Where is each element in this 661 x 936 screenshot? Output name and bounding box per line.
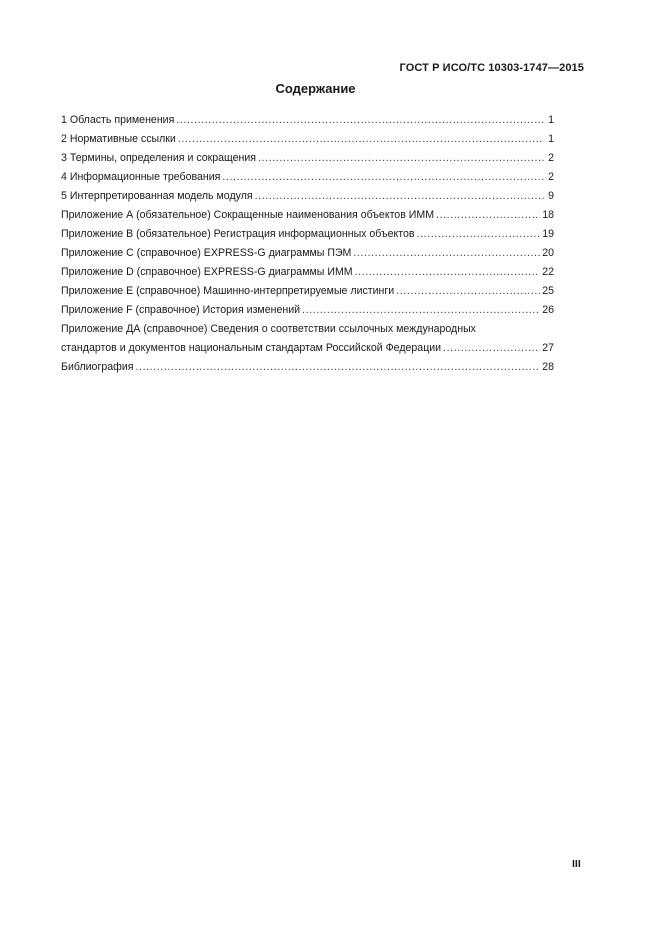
toc-entry[interactable]	[61, 187, 554, 206]
toc-title: Содержание	[275, 81, 356, 96]
toc-entry-label: Приложение F (справочное) История изменений	[61, 304, 301, 316]
toc-leader-dots	[396, 282, 540, 301]
toc-entry[interactable]	[61, 111, 554, 130]
toc-entry[interactable]	[61, 320, 554, 358]
toc-leader-dots	[176, 111, 544, 130]
toc-entry[interactable]	[61, 244, 554, 263]
toc-leader-dots	[353, 244, 540, 263]
toc-entry-page: 2	[548, 171, 554, 183]
toc-leader-dots	[355, 263, 541, 282]
toc-leader-dots	[135, 358, 540, 377]
toc-entry-line	[61, 339, 554, 358]
toc-leader-dots	[178, 130, 544, 149]
toc-entry-label: Приложение Е (справочное) Машинно-интерпретируемые листинги	[61, 285, 395, 297]
toc-entry-label-line2: стандартов и документов национальным стандартам Российской Федерации	[61, 342, 442, 354]
toc-leader-dots	[255, 187, 544, 206]
page-number: III	[572, 858, 581, 870]
document-code: ГОСТ Р ИСО/ТС 10303-1747—2015	[399, 62, 584, 74]
toc-leader-dots	[258, 149, 544, 168]
toc-entry-page: 27	[542, 342, 554, 354]
toc-entry[interactable]	[61, 168, 554, 187]
toc-entry-page: 18	[542, 209, 554, 221]
toc-entry-page: 19	[542, 228, 554, 240]
toc-entry[interactable]	[61, 282, 554, 301]
toc-entry[interactable]	[61, 225, 554, 244]
toc-entry[interactable]	[61, 130, 554, 149]
toc-entry[interactable]	[61, 149, 554, 168]
toc-entry[interactable]	[61, 358, 554, 377]
toc-entry-label: 3 Термины, определения и сокращения	[61, 152, 257, 164]
toc-entry-label: Приложение А (обязательное) Сокращенные наименования объектов ИММ	[61, 209, 435, 221]
toc-entry-label: 2 Нормативные ссылки	[61, 133, 176, 145]
toc-entry-label: Приложение В (обязательное) Регистрация информационных объектов	[61, 228, 415, 240]
toc-entry-label-line1: Приложение ДА (справочное) Сведения о соответствии ссылочных международных	[61, 323, 476, 335]
toc-entry-page: 1	[548, 114, 554, 126]
toc-leader-dots	[222, 168, 544, 187]
toc-entry-label: 5 Интерпретированная модель модуля	[61, 190, 253, 202]
toc-entry-label: 1 Область применения	[61, 114, 175, 126]
toc-entry-page: 9	[548, 190, 554, 202]
toc-entry-page: 22	[542, 266, 554, 278]
toc-entry-label: 4 Информационные требования	[61, 171, 221, 183]
toc-entry[interactable]	[61, 206, 554, 225]
toc-leader-dots	[443, 339, 540, 358]
toc-list	[61, 111, 554, 377]
toc-leader-dots	[436, 206, 540, 225]
toc-entry-page: 20	[542, 247, 554, 259]
toc-leader-dots	[417, 225, 541, 244]
toc-entry-page: 26	[542, 304, 554, 316]
toc-entry-page: 1	[548, 133, 554, 145]
toc-entry-line	[61, 320, 554, 339]
toc-entry[interactable]	[61, 301, 554, 320]
toc-entry-page: 25	[542, 285, 554, 297]
toc-entry[interactable]	[61, 263, 554, 282]
toc-leader-dots	[302, 301, 540, 320]
toc-entry-page: 2	[548, 152, 554, 164]
toc-entry-label: Приложение С (справочное) EXPRESS-G диаграммы ПЭМ	[61, 247, 352, 259]
toc-entry-label: Библиография	[61, 361, 134, 373]
toc-entry-page: 28	[542, 361, 554, 373]
toc-entry-label: Приложение D (справочное) EXPRESS-G диаграммы ИММ	[61, 266, 353, 278]
